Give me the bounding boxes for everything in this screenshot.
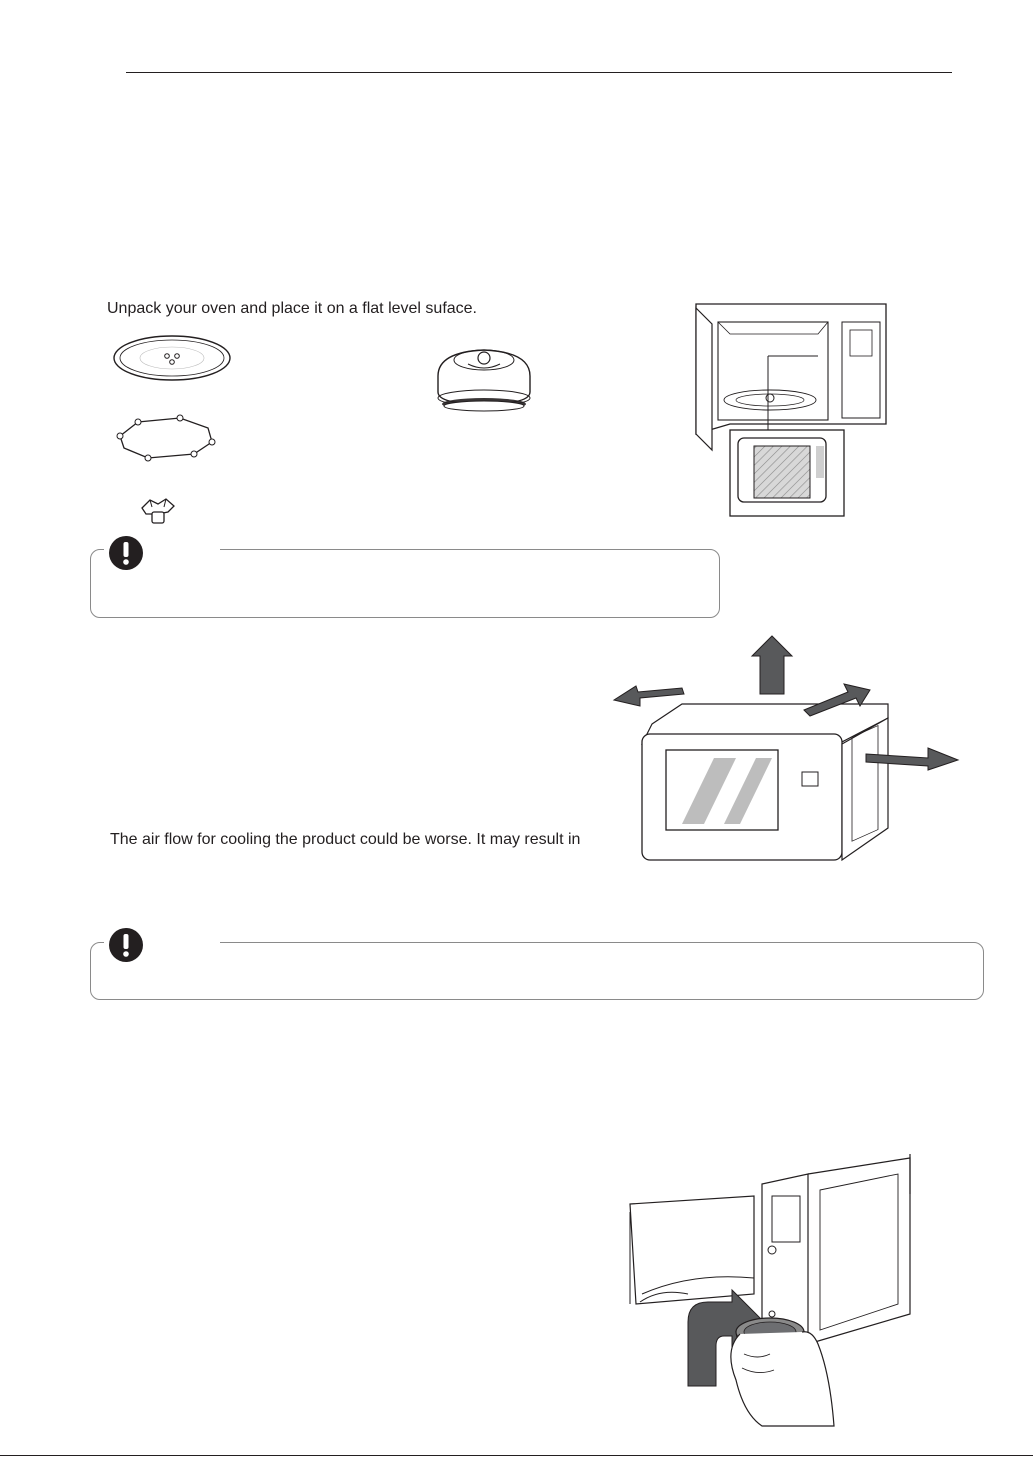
exclamation-circle-icon	[108, 535, 144, 571]
open-oven-filter-illustration	[690, 300, 890, 518]
ventilation-clearance-illustration	[612, 634, 958, 864]
glass-tray-illustration	[110, 334, 234, 384]
note-box-1	[90, 549, 720, 618]
airflow-warning-text: The air flow for cooling the product could be worse. It may result in	[110, 831, 581, 848]
exclamation-circle-icon	[108, 927, 144, 963]
coupler-illustration	[136, 496, 180, 528]
water-cup-test-illustration	[612, 1154, 918, 1426]
footer-rule	[0, 1455, 1033, 1456]
unpack-instruction: Unpack your oven and place it on a flat level suface.	[107, 300, 477, 317]
header-rule	[126, 72, 952, 73]
note-box-2	[90, 942, 984, 1000]
roller-ring-illustration	[108, 414, 224, 460]
food-cover-illustration	[432, 342, 536, 418]
